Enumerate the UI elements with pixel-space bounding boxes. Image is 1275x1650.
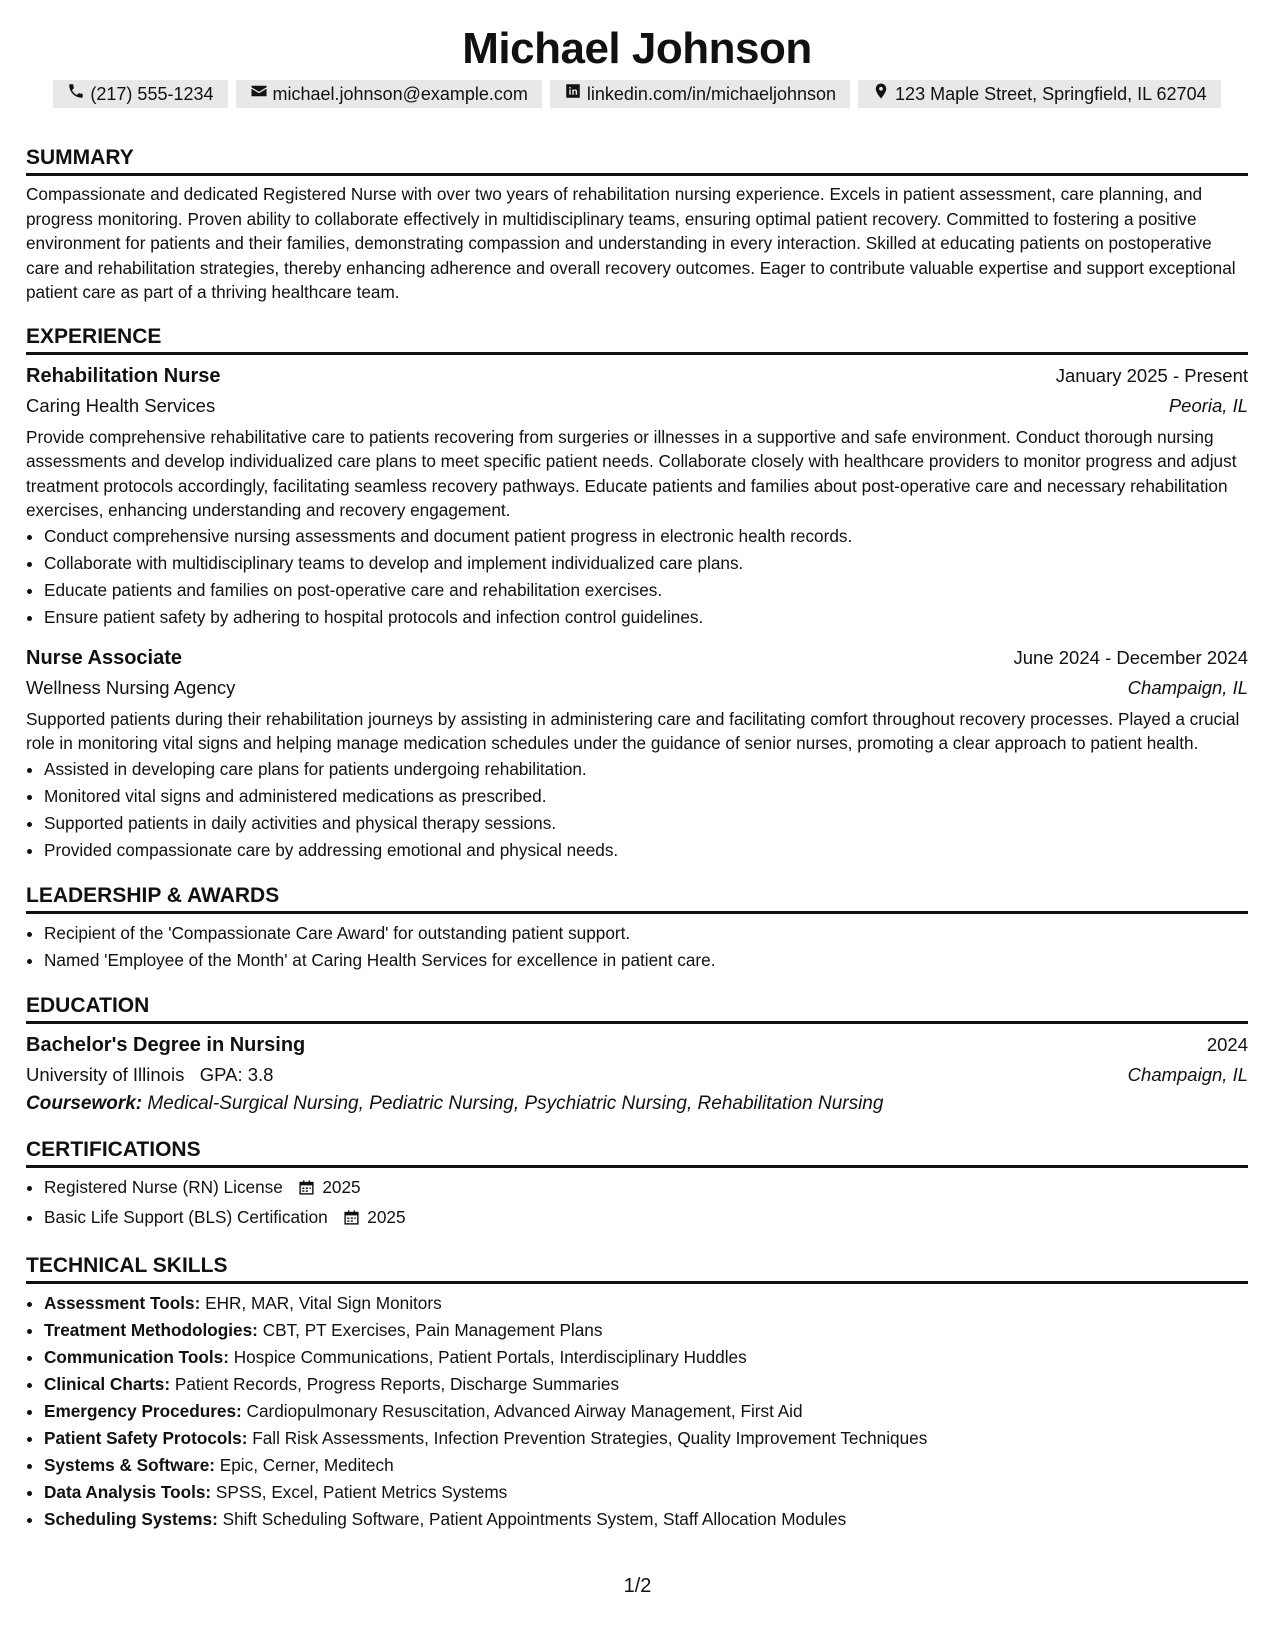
- skill-value: EHR, MAR, Vital Sign Monitors: [205, 1292, 442, 1313]
- contact-email[interactable]: [236, 80, 542, 108]
- list-item: [44, 1371, 1248, 1398]
- job-bullets: [26, 523, 1248, 631]
- job-location: Peoria, IL: [1168, 394, 1248, 416]
- certification-year: 2025: [322, 1176, 361, 1197]
- map-pin-icon: [872, 80, 890, 108]
- list-item: • Named 'Employee of the Month' at Caring Health Services for excellence in patient care.: [44, 947, 1248, 974]
- skill-label: Assessment Tools:: [44, 1292, 201, 1313]
- contact-bar: [26, 80, 1248, 108]
- skill-value: Epic, Cerner, Meditech: [219, 1454, 394, 1475]
- degree-title: Bachelor's Degree in Nursing: [26, 1033, 306, 1056]
- list-item: [44, 1290, 1248, 1317]
- phone-icon: [67, 80, 85, 108]
- certification-name: Basic Life Support (BLS) Certification: [44, 1206, 328, 1227]
- certifications-list: [26, 1174, 1248, 1234]
- summary-section: [26, 144, 1248, 305]
- certification-name: Registered Nurse (RN) License: [44, 1176, 283, 1197]
- address-text: 123 Maple Street, Springfield, IL 62704: [895, 84, 1207, 104]
- section-heading: EXPERIENCE: [26, 323, 1248, 355]
- skill-label: Data Analysis Tools:: [44, 1481, 212, 1502]
- skill-value: Shift Scheduling Software, Patient Appointments System, Staff Allocation Modules: [222, 1508, 847, 1529]
- list-item: • Provided compassionate care by addressing emotional and physical needs.: [44, 837, 1248, 864]
- list-item: [44, 1479, 1248, 1506]
- skills-list: [26, 1290, 1248, 1533]
- skill-label: Emergency Procedures:: [44, 1400, 242, 1421]
- job-description: Supported patients during their rehabilitation journeys by assisting in administering care and facilitating comfort throughout recovery processes. Played a crucial role in monitoring vital signs and helping manage medication schedules under the guidance of senior nurses, promoting a clear approach to patient health.: [26, 708, 1240, 753]
- skill-value: CBT, PT Exercises, Pain Management Plans: [262, 1319, 603, 1340]
- experience-section: [26, 323, 1248, 864]
- job-dates: June 2024 - December 2024: [1013, 646, 1248, 668]
- list-item: • Assisted in developing care plans for patients undergoing rehabilitation.: [44, 756, 1248, 783]
- list-item: • Ensure patient safety by adhering to hospital protocols and infection control guidelines.: [44, 604, 1248, 631]
- coursework-label: Coursework:: [26, 1092, 143, 1114]
- section-heading: CERTIFICATIONS: [26, 1136, 1248, 1168]
- job-description: Provide comprehensive rehabilitative care to patients recovering from surgeries or illnesses in a supportive and safe environment. Conduct thorough nursing assessments and develop individualized care plans to meet specific patient needs. Collaborate closely with healthcare providers to monitor progress and adjust treatment protocols accordingly, facilitating seamless recovery pathways. Educate patients and families about post-operative care and necessary rehabilitation exercises, enhancing understanding and recovery engagement.: [26, 426, 1237, 520]
- list-item: [44, 1506, 1248, 1533]
- list-item: • Educate patients and families on post-operative care and rehabilitation exercises.: [44, 577, 1248, 604]
- linkedin-icon: [564, 80, 582, 108]
- job-entry: [26, 643, 1248, 864]
- skill-value: Patient Records, Progress Reports, Discharge Summaries: [174, 1373, 620, 1394]
- leadership-section: [26, 882, 1248, 974]
- school-location: Champaign, IL: [1127, 1063, 1248, 1085]
- job-title: Nurse Associate: [26, 646, 182, 669]
- page-number: 1/2: [623, 1575, 652, 1597]
- skill-value: SPSS, Excel, Patient Metrics Systems: [215, 1481, 508, 1502]
- job-title: Rehabilitation Nurse: [26, 364, 221, 387]
- linkedin-text: linkedin.com/in/michaeljohnson: [586, 84, 837, 104]
- section-heading: LEADERSHIP & AWARDS: [26, 882, 1248, 914]
- calendar-icon: [298, 1177, 315, 1204]
- list-item: [44, 1174, 1248, 1204]
- phone-text: (217) 555-1234: [90, 84, 214, 104]
- list-item: [44, 1398, 1248, 1425]
- awards-list: [26, 920, 1248, 974]
- job-dates: January 2025 - Present: [1055, 364, 1248, 386]
- job-location: Champaign, IL: [1127, 676, 1248, 698]
- contact-linkedin[interactable]: [550, 80, 850, 108]
- skill-label: Patient Safety Protocols:: [44, 1427, 248, 1448]
- job-company: Caring Health Services: [26, 394, 216, 416]
- gpa: GPA: 3.8: [199, 1063, 274, 1085]
- list-item: [44, 1452, 1248, 1479]
- list-item: • Conduct comprehensive nursing assessments and document patient progress in electronic health records.: [44, 523, 1248, 550]
- skill-label: Treatment Methodologies:: [44, 1319, 258, 1340]
- email-text: michael.johnson@example.com: [272, 84, 528, 104]
- contact-address[interactable]: [858, 80, 1221, 108]
- certification-year: 2025: [367, 1206, 406, 1227]
- section-heading: EDUCATION: [26, 992, 1248, 1024]
- section-heading: SUMMARY: [26, 144, 1248, 176]
- list-item: [44, 1344, 1248, 1371]
- contact-phone[interactable]: [53, 80, 227, 108]
- resume-page: [26, 22, 1248, 1533]
- skills-section: [26, 1252, 1248, 1533]
- coursework: [26, 1090, 1248, 1118]
- list-item: • Recipient of the 'Compassionate Care Award' for outstanding patient support.: [44, 920, 1248, 947]
- list-item: [44, 1317, 1248, 1344]
- skill-value: Cardiopulmonary Resuscitation, Advanced Airway Management, First Aid: [246, 1400, 803, 1421]
- list-item: [44, 1204, 1248, 1234]
- skill-value: Fall Risk Assessments, Infection Prevention Strategies, Quality Improvement Techniques: [252, 1427, 928, 1448]
- job-company: Wellness Nursing Agency: [26, 676, 236, 698]
- list-item: • Monitored vital signs and administered medications as prescribed.: [44, 783, 1248, 810]
- envelope-icon: [250, 80, 268, 108]
- summary-text: Compassionate and dedicated Registered Nurse with over two years of rehabilitation nursing experience. Excels in patient assessment, care planning, and progress monitoring. Proven ability to collaborate effectively in multidisciplinary teams, ensuring optimal patient recovery. Committed to fostering a positive environment for patients and their families, demonstrating compassion and understanding in every interaction. Skilled at educating patients on postoperative care and rehabilitation strategies, thereby enhancing adherence and overall recovery outcomes. Eager to contribute valuable expertise and support exceptional patient care as part of a thriving healthcare team.: [26, 184, 1236, 302]
- education-section: [26, 992, 1248, 1118]
- skill-label: Scheduling Systems:: [44, 1508, 218, 1529]
- calendar-icon: [343, 1207, 360, 1234]
- school-name: University of Illinois: [26, 1063, 185, 1085]
- list-item: • Supported patients in daily activities and physical therapy sessions.: [44, 810, 1248, 837]
- candidate-name: Michael Johnson: [462, 24, 812, 73]
- job-entry: [26, 361, 1248, 631]
- certifications-section: [26, 1136, 1248, 1234]
- list-item: [44, 1425, 1248, 1452]
- skill-label: Communication Tools:: [44, 1346, 229, 1367]
- graduation-year: 2024: [1206, 1033, 1248, 1055]
- list-item: • Collaborate with multidisciplinary teams to develop and implement individualized care plans.: [44, 550, 1248, 577]
- skill-label: Systems & Software:: [44, 1454, 215, 1475]
- skill-label: Clinical Charts:: [44, 1373, 171, 1394]
- coursework-list: Medical-Surgical Nursing, Pediatric Nursing, Psychiatric Nursing, Rehabilitation Nursing: [147, 1092, 884, 1114]
- skill-value: Hospice Communications, Patient Portals, Interdisciplinary Huddles: [233, 1346, 747, 1367]
- section-heading: TECHNICAL SKILLS: [26, 1252, 1248, 1284]
- job-bullets: [26, 756, 1248, 864]
